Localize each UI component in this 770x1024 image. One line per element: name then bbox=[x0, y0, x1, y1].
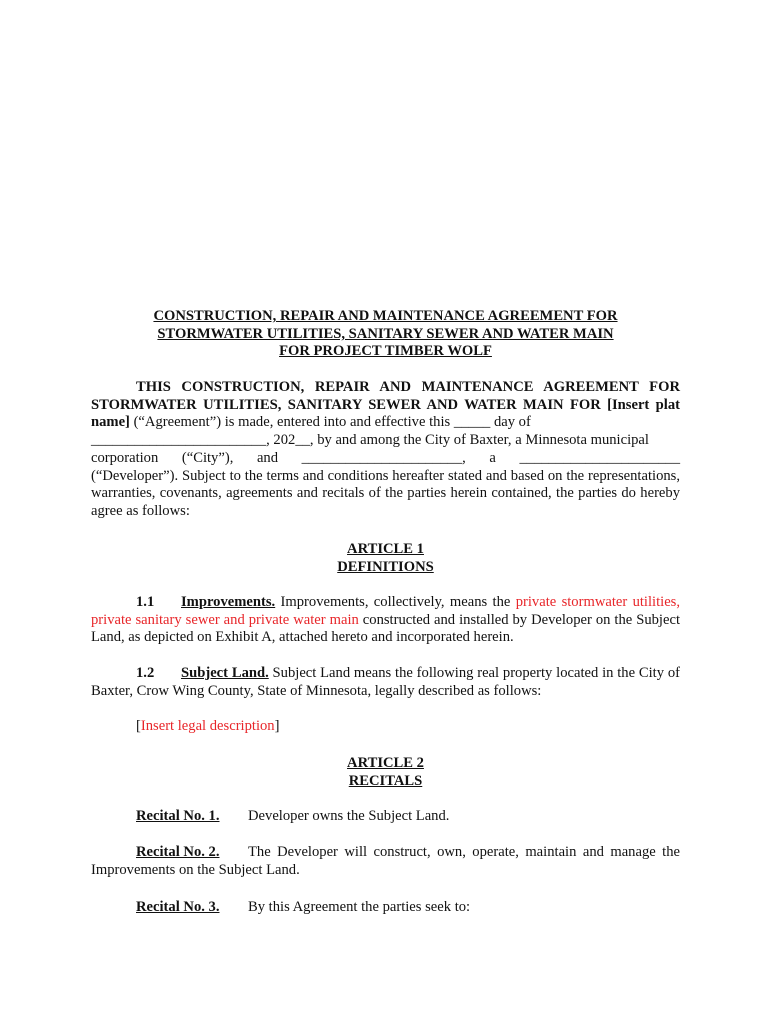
section-title: Subject Land. bbox=[181, 665, 269, 681]
intro-bold-lead: THIS CONSTRUCTION, REPAIR AND MAINTENANCE AGREEMENT FOR STORMWATER UTILITIES, SANITARY SEWER AND WATER MAIN FOR [Insert plat name] bbox=[91, 379, 680, 431]
title-line-2: STORMWATER UTILITIES, SANITARY SEWER AND WATER MAIN bbox=[157, 325, 614, 342]
intro-word: corporation bbox=[91, 449, 159, 466]
section-title: Improvements. bbox=[181, 594, 276, 610]
article-2-heading bbox=[91, 755, 680, 790]
intro-word: and bbox=[256, 449, 279, 466]
recital-3 bbox=[91, 899, 680, 917]
section-text: Subject Land means the following real property located in the City of Baxter, Crow Wing County, State of Minnesota, legally described as follows: bbox=[91, 665, 680, 699]
document-title bbox=[91, 308, 680, 361]
recital-label: Recital No. 1. bbox=[136, 808, 220, 824]
recital-text: The Developer will construct, own, operate, maintain and manage the Improvements on the Subject Land. bbox=[91, 844, 680, 878]
intro-blank: ______________________ bbox=[519, 449, 680, 466]
placeholder-red-text: private stormwater utilities, private sanitary sewer and private water main bbox=[91, 594, 680, 628]
recital-label: Recital No. 3. bbox=[136, 899, 220, 915]
section-1-1 bbox=[91, 594, 680, 647]
intro-word: a bbox=[489, 449, 496, 466]
recital-label: Recital No. 2. bbox=[136, 844, 220, 860]
intro-text-a: (“Agreement”) is made, entered into and effective this _____ day of bbox=[129, 414, 531, 431]
article-1-subtitle: DEFINITIONS bbox=[337, 558, 434, 575]
title-line-1: CONSTRUCTION, REPAIR AND MAINTENANCE AGREEMENT FOR bbox=[153, 308, 618, 324]
bracket: [ bbox=[136, 718, 141, 734]
title-line-3: FOR PROJECT TIMBER WOLF bbox=[279, 343, 492, 360]
recital-text: By this Agreement the parties seek to: bbox=[248, 899, 471, 915]
section-text: Improvements, collectively, means the bbox=[275, 594, 516, 610]
intro-blank: ______________________, bbox=[301, 449, 466, 466]
recital-text: Developer owns the Subject Land. bbox=[248, 808, 450, 824]
legal-description-placeholder bbox=[91, 718, 680, 736]
placeholder-red-text: Insert legal description bbox=[140, 718, 275, 734]
intro-parties-line bbox=[91, 450, 680, 468]
section-1-2 bbox=[91, 665, 680, 700]
intro-text-b: ________________________, 202__, by and among the City of Baxter, a Minnesota municipal bbox=[91, 432, 649, 449]
section-text: constructed and installed by Developer on the Subject Land, as depicted on Exhibit A, attached hereto and incorporated herein. bbox=[91, 611, 680, 646]
bracket: ] bbox=[274, 718, 280, 734]
intro-text-d: (“Developer”). Subject to the terms and conditions hereafter stated and based on the representations, warranties, covenants, agreements and recitals of the parties herein contained, the parties do hereby agree as follows: bbox=[91, 467, 680, 519]
article-1-title: ARTICLE 1 bbox=[347, 541, 424, 557]
section-number: 1.1 bbox=[136, 594, 155, 610]
intro-word: (“City”), bbox=[181, 449, 234, 466]
article-2-subtitle: RECITALS bbox=[348, 772, 423, 789]
section-number: 1.2 bbox=[136, 665, 155, 681]
intro-paragraph bbox=[91, 379, 680, 521]
recital-2 bbox=[91, 844, 680, 879]
article-2-title: ARTICLE 2 bbox=[347, 755, 424, 771]
article-1-heading bbox=[91, 541, 680, 576]
recital-1 bbox=[91, 808, 680, 826]
